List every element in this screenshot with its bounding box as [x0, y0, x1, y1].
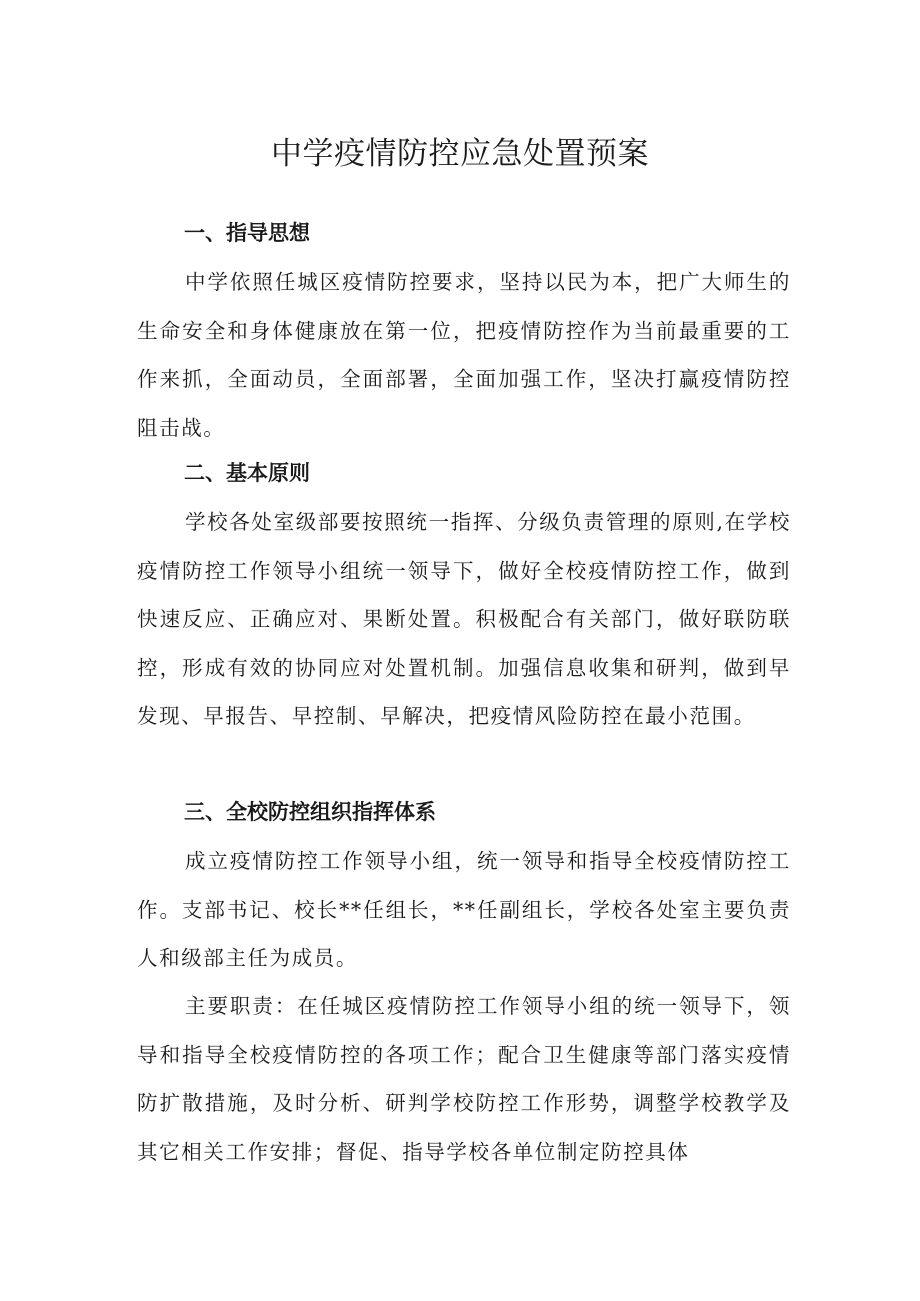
paragraph-basic-principles: 学校各处室级部要按照统一指挥、分级负责管理的原则,在学校疫情防控工作领导小组统一领导下，做好全校疫情防控工作，做到快速反应、正确应对、果断处置。积极配合有关部门，做好联防联控，形成有效的协同应对处置机制。加强信息收集和研判，做到早发现、早报告、早控制、早解决，把疫情风险防控在最小范围。 — [137, 510, 791, 728]
paragraph-guiding-ideology: 中学依照任城区疫情防控要求，坚持以民为本，把广大师生的生命安全和身体健康放在第一位，把疫情防控作为当前最重要的工作来抓，全面动员，全面部署，全面加强工作，坚决打赢疫情防控阻击战。 — [137, 270, 791, 440]
document-title: 中学疫情防控应急处置预案 — [271, 136, 649, 172]
paragraph-main-duties: 主要职责：在任城区疫情防控工作领导小组的统一领导下，领导和指导全校疫情防控的各项工作；配合卫生健康等部门落实疫情防扩散措施，及时分析、研判学校防控工作形势，调整学校教学及其它相关工作安排；督促、指导学校各单位制定防控具体 — [137, 994, 791, 1164]
section-heading-basic-principles: 二、基本原则 — [184, 461, 310, 485]
paragraph-leadership-group: 成立疫情防控工作领导小组，统一领导和指导全校疫情防控工作。支部书记、校长**任组长，**任副组长，学校各处室主要负责人和级部主任为成员。 — [137, 849, 791, 970]
section-heading-guiding-ideology: 一、指导思想 — [184, 221, 310, 245]
section-heading-command-system: 三、全校防控组织指挥体系 — [184, 800, 436, 824]
